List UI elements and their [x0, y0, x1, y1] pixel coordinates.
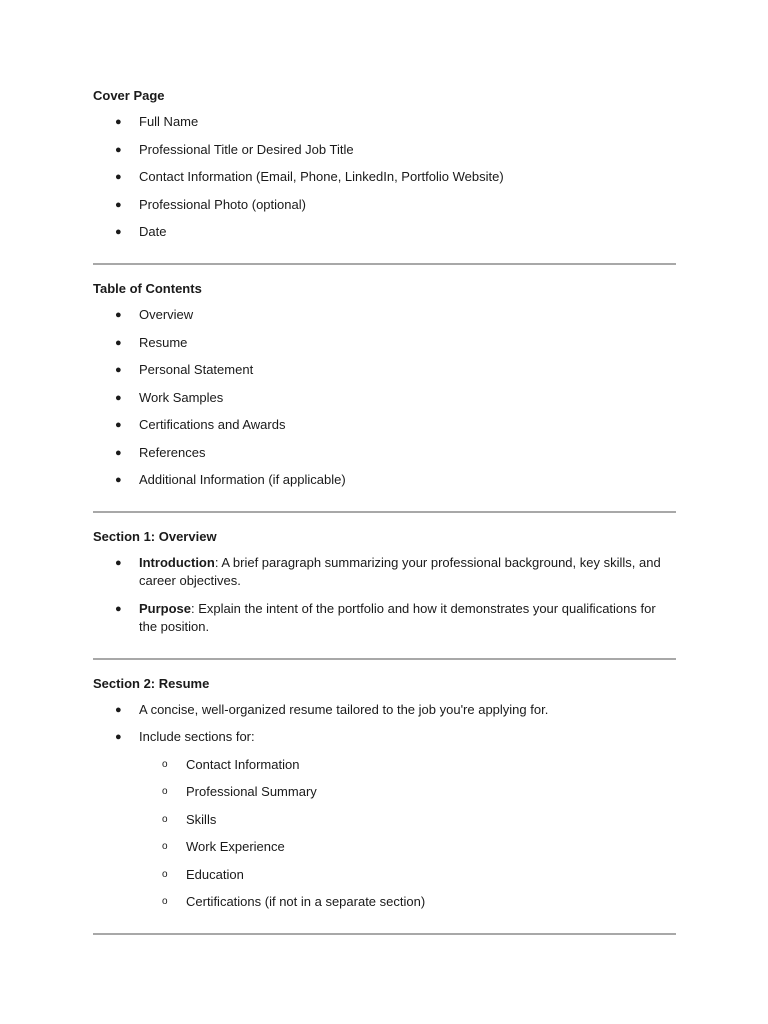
list-item: ● Date	[115, 224, 167, 239]
list-item: ● Include sections for: o Contact Information o Professional Summary o Skills o Work Experience o Education o Certifications (if not in a separate section)	[93, 728, 676, 911]
list-item: ● Personal Statement	[115, 362, 254, 377]
bullet-icon: ●	[115, 198, 122, 211]
sub-list-item: o Education	[162, 866, 244, 882]
bullet-icon: ●	[115, 446, 122, 459]
list-item: ● Work Samples	[115, 389, 224, 405]
bullet-icon: ●	[115, 419, 122, 431]
list-item: ● Overview	[115, 307, 194, 322]
bullet-icon: ●	[115, 364, 122, 376]
toc-list	[93, 306, 676, 489]
list-item: ● Professional Title or Desired Job Title	[115, 141, 354, 157]
circle-bullet-icon: o	[162, 896, 168, 907]
circle-bullet-icon: o	[162, 841, 168, 852]
circle-bullet-icon: o	[162, 813, 168, 825]
list-item: ● A concise, well-organized resume tailored to the job you're applying for.	[115, 701, 549, 717]
bullet-icon: ●	[115, 731, 122, 743]
list-item: ● Contact Information (Email, Phone, LinkedIn, Portfolio Website)	[115, 169, 504, 184]
toc-section	[93, 279, 676, 489]
list-item: ● Full Name	[115, 114, 199, 129]
bullet-icon: ●	[115, 226, 122, 238]
bullet-icon: ●	[115, 309, 122, 321]
cover-page-section	[93, 86, 676, 241]
document-page	[93, 86, 676, 935]
item-lead: Purpose	[139, 600, 192, 616]
section-divider	[93, 511, 676, 513]
bullet-icon: ●	[115, 703, 122, 716]
section-heading: Section 1: Overview	[93, 529, 217, 544]
section-heading: Cover Page	[93, 88, 165, 103]
list-item: ● Certifications and Awards	[115, 417, 286, 432]
overview-section	[93, 527, 676, 636]
bullet-icon: ●	[115, 143, 122, 156]
circle-bullet-icon: o	[162, 868, 168, 880]
sub-list-item: o Work Experience	[162, 839, 285, 854]
bullet-icon: ●	[115, 171, 122, 183]
item-lead: Introduction	[139, 555, 215, 570]
section-divider	[93, 263, 676, 265]
circle-bullet-icon: o	[162, 758, 168, 770]
section-divider	[93, 658, 676, 660]
list-item: ● References	[115, 444, 206, 460]
list-item: ● Professional Photo (optional)	[115, 196, 306, 212]
sub-list-item: o Certifications (if not in a separate section)	[162, 894, 426, 909]
list-item: ● Resume	[115, 334, 188, 350]
section-heading: Section 2: Resume	[93, 675, 210, 691]
sub-list-item: o Skills	[162, 811, 217, 827]
bullet-icon: ●	[115, 557, 122, 569]
list-item: ● Additional Information (if applicable)	[115, 472, 346, 487]
sub-list-item: o Professional Summary	[162, 784, 317, 799]
section-heading: Table of Contents	[93, 281, 202, 296]
overview-list	[93, 554, 676, 636]
cover-list	[93, 113, 676, 241]
bullet-icon: ●	[115, 602, 122, 615]
resume-list	[93, 701, 676, 912]
list-item: ● Purpose: Explain the intent of the portfolio and how it demonstrates your qualifications for the position.	[115, 600, 656, 634]
bullet-icon: ●	[115, 391, 122, 404]
bullet-icon: ●	[115, 474, 122, 486]
circle-bullet-icon: o	[162, 786, 168, 797]
section-divider	[93, 933, 676, 935]
resume-section	[93, 674, 676, 912]
bullet-icon: ●	[115, 336, 122, 349]
bullet-icon: ●	[115, 116, 122, 128]
list-item: ● Introduction: A brief paragraph summarizing your professional background, key skills, and career objectives.	[115, 555, 661, 588]
resume-sublist	[139, 756, 676, 912]
sub-list-item: o Contact Information	[162, 756, 300, 772]
